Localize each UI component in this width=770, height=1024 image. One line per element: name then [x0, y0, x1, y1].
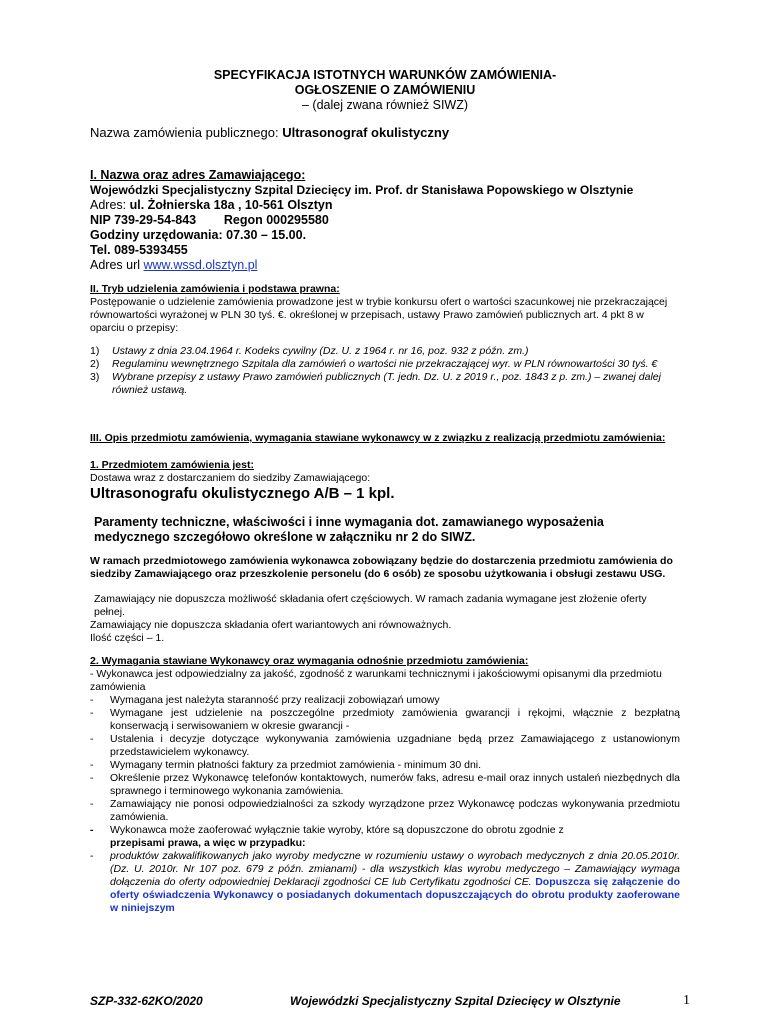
- section3-obligation: W ramach przedmiotowego zamówienia wykonawca zobowiązany będzie do dostarczenia przedmiotu zamówienia do siedziby Zamawiającego oraz przeszkolenie personelu (do 6 osób) ze sposobu użytkowania i obsługi zestawu USG.: [90, 555, 673, 580]
- section2-body: Postępowanie o udzielenie zamówienia prowadzone jest w trybie konkursu ofert o wartości szacunkowej nie przekraczającej równowartości wyrażonej w PLN 30 tyś. €. określonej w przepisach, ustawy Prawo zamówień publicznych art. 4 pkt 8 w oparciu o przepisy:: [90, 296, 668, 334]
- section3-params: Paramenty techniczne, właściwości i inne wymagania dot. zamawianego wyposażenia medycznego szczegółowo określone w załączniku nr 2 do SIWZ.: [94, 515, 604, 544]
- doc-title-line2: OGŁOSZENIE O ZAMÓWIENIU: [294, 83, 476, 97]
- list-item: 3) Wybrane przepisy z ustawy Prawo zamówień publicznych (T. jedn. Dz. U. z 2019 r., poz. 1843 z p. zm.) – zwanej dalej również ustawą.: [90, 371, 661, 396]
- contractor-only-bold: przepisami prawa, a więc w przypadku:: [110, 837, 306, 849]
- list-item: - Ustalenia i decyzje dotyczące wykonywania zamówienia uzgadniane będą przez Zamawiającego z ustanowionym przedstawicielem wykonawcy.: [90, 733, 680, 758]
- section3-parts-count: Ilość części – 1.: [90, 632, 165, 644]
- address-label: Adres:: [90, 198, 130, 212]
- order-name-label: Nazwa zamówienia publicznego:: [90, 125, 283, 140]
- section2-legal-list: [90, 345, 680, 397]
- section3-partial-offers: Zamawiający nie dopuszcza możliwość składania ofert częściowych. W ramach zadania wymagane jest złożenie oferty pełnej.: [94, 593, 647, 618]
- list-item: - Wymagane jest udzielenie na poszczególne przedmioty zamówienia gwarancji i rękojmi, włącznie z bezpłatną konserwacją i serwisowaniem w okresie gwarancji -: [90, 707, 680, 732]
- list-item: 2) Regulaminu wewnętrznego Szpitala dla zamówień o wartości nie przekraczającej wyr. w PLN równowartości 30 tyś. €: [90, 358, 658, 370]
- section1-tel: Tel. 089-5393455: [90, 243, 188, 257]
- section1-address: [90, 198, 680, 213]
- doc-title-line1: SPECYFIKACJA ISTOTNYCH WARUNKÓW ZAMÓWIENIA-: [213, 68, 557, 82]
- section3-heading: III. Opis przedmiotu zamówienia, wymagania stawiane wykonawcy w z związku z realizacją przedmiotu zamówienia:: [90, 432, 666, 444]
- section1-nip-regon: NIP 739-29-54-843 Regon 000295580: [90, 213, 329, 227]
- order-name: [90, 125, 680, 140]
- section1-hours: Godziny urzędowania: 07.30 – 15.00.: [90, 228, 307, 242]
- section3-sub1-heading: 1. Przedmiotem zamówienia jest:: [90, 459, 254, 471]
- section3-delivery: Dostawa wraz z dostarczaniem do siedziby Zamawiającego:: [90, 472, 371, 484]
- document-page: [90, 62, 680, 915]
- section1-hospital-name: Wojewódzki Specjalistyczny Szpital Dziecięcy im. Prof. dr Stanisława Popowskiego w Olsztynie: [90, 183, 634, 197]
- section3-sub2-intro: - Wykonawca jest odpowiedzialny za jakość, zgodność z warunkami technicznymi i jakościowymi opisanymi dla przedmiotu zamówienia: [90, 668, 662, 693]
- section1-url: [90, 258, 680, 273]
- list-item: - Wymagana jest należyta staranność przy realizacji zobowiązań umowy: [90, 694, 440, 706]
- list-item: - Określenie przez Wykonawcę telefonów kontaktowych, numerów faks, adresu e-mail oraz innych ustaleń niezbędnych dla sprawnego i terminowego wykonania zamówienia.: [90, 772, 680, 797]
- footer-hospital: Wojewódzki Specjalistyczny Szpital Dziecięcy w Olsztynie: [290, 994, 621, 1008]
- list-item: 1) Ustawy z dnia 23.04.1964 r. Kodeks cywilny (Dz. U. z 1964 r. nr 16, poz. 932 z późn. zm.): [90, 345, 529, 357]
- footer-page-number: 1: [683, 993, 690, 1008]
- footer-reference: SZP-332-62KO/2020: [90, 994, 203, 1008]
- requirements-list: [90, 694, 680, 915]
- order-name-value: Ultrasonograf okulistyczny: [282, 125, 450, 140]
- doc-title-line3: – (dalej zwana również SIWZ): [301, 98, 469, 112]
- section3-sub2-heading: 2. Wymagania stawiane Wykonawcy oraz wymagania odnośnie przedmiotu zamówienia:: [90, 655, 529, 667]
- list-item: - Zamawiający nie ponosi odpowiedzialności za szkody wyrządzone przez Wykonawcę podczas wykonywania przedmiotu zamówienia.: [90, 798, 680, 823]
- address-value: ul. Żołnierska 18a , 10-561 Olsztyn: [129, 198, 333, 212]
- products-blue-text: Dopuszcza się załączenie do oferty oświadczenia Wykonawcy o posiadanych dokumentach dopuszczających do obrotu produkty zaoferowane w niniejszym: [110, 876, 680, 914]
- list-item: - Wymagany termin płatności faktury za przedmiot zamówienia - minimum 30 dni.: [90, 759, 482, 771]
- section2-heading: II. Tryb udzielenia zamówienia i podstawa prawna:: [90, 283, 340, 295]
- list-item: - produktów zakwalifikowanych jako wyroby medyczne w rozumieniu ustawy o wyrobach medycznych z dnia 20.05.2010r. (Dz. U. 2010r. Nr 107 poz. 679 z późn. zmianami) - dla wszystkich klas wyrobu medyczego – Zamawiający wymaga dołączenia do oferty odpowiedniej Deklaracji zgodności CE lub Certyfikatu zgodności CE. Dopuszcza się załączenie do oferty oświadczenia Wykonawcy o posiadanych dokumentach dopuszczających do obrotu produkty zaoferowane w niniejszym: [90, 850, 680, 914]
- products-text: produktów zakwalifikowanych jako wyroby medyczne w rozumieniu ustawy o wyrobach medycznych z dnia 20.05.2010r. (Dz. U. 2010r. Nr 107 poz. 679 z późn. zmianami) - dla wszystkich klas wyrobu medyczego – Zamawiający wymaga dołączenia do oferty odpowiedniej Deklaracji zgodności CE lub Certyfikatu zgodności CE.: [110, 850, 680, 888]
- url-label: Adres url: [90, 258, 144, 272]
- hospital-url-link[interactable]: www.wssd.olsztyn.pl: [143, 258, 258, 272]
- section3-variant-offers: Zamawiający nie dopuszcza składania ofert wariantowych ani równoważnych.: [90, 619, 452, 631]
- contractor-only-text: Wykonawca może zaoferować wyłącznie takie wyroby, które są dopuszczone do obrotu zgodnie z: [110, 824, 564, 836]
- section3-item-ultrasonograph: Ultrasonografu okulistycznego A/B – 1 kpl.: [90, 485, 395, 502]
- list-item: - Wykonawca może zaoferować wyłącznie takie wyroby, które są dopuszczone do obrotu zgodnie z przepisami prawa, a więc w przypadku:: [90, 824, 564, 849]
- section1-heading: I. Nazwa oraz adres Zamawiającego:: [90, 168, 306, 182]
